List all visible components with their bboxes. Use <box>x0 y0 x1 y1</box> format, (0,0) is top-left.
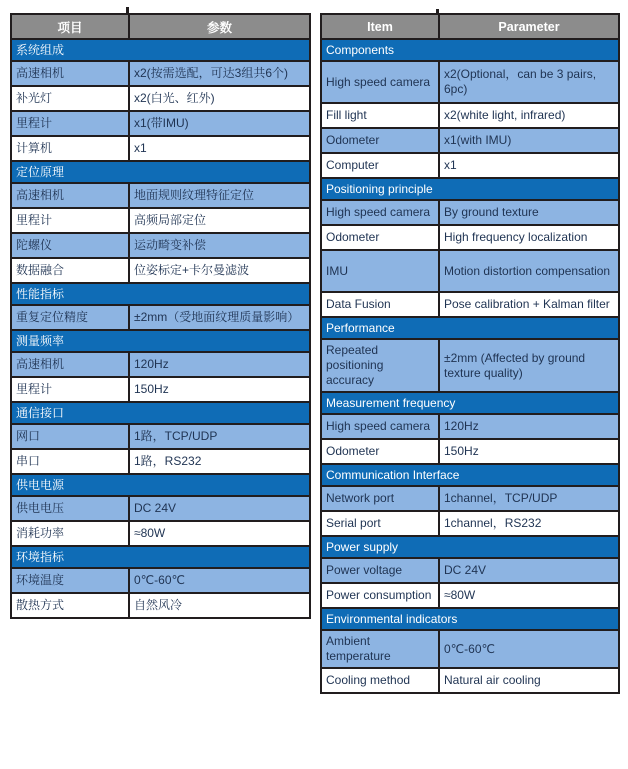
item-cell: 高速相机 <box>11 352 129 377</box>
item-cell: 陀螺仪 <box>11 233 129 258</box>
spec-row <box>321 486 619 511</box>
item-cell: Ambient temperature <box>321 630 439 668</box>
item-cell: Power consumption <box>321 583 439 608</box>
chinese-spec-table <box>10 13 311 619</box>
item-cell: 补光灯 <box>11 86 129 111</box>
spec-row <box>321 511 619 536</box>
item-cell: 里程计 <box>11 111 129 136</box>
param-cell: DC 24V <box>439 558 619 583</box>
param-cell: x2(white light, infrared) <box>439 103 619 128</box>
item-cell: 供电电压 <box>11 496 129 521</box>
item-cell: 串口 <box>11 449 129 474</box>
param-cell: By ground texture <box>439 200 619 225</box>
item-cell: Odometer <box>321 225 439 250</box>
spec-row <box>11 568 310 593</box>
spec-row <box>11 593 310 618</box>
param-cell: 0℃-60℃ <box>439 630 619 668</box>
item-cell: Serial port <box>321 511 439 536</box>
item-cell: 高速相机 <box>11 183 129 208</box>
spec-row <box>11 352 310 377</box>
section-label: 测量频率 <box>11 330 310 352</box>
item-cell: 网口 <box>11 424 129 449</box>
item-cell: Network port <box>321 486 439 511</box>
param-cell: Pose calibration + Kalman filter <box>439 292 619 317</box>
param-cell: x2(Optional，can be 3 pairs, 6pc) <box>439 61 619 103</box>
section-row <box>321 464 619 486</box>
item-cell: 散热方式 <box>11 593 129 618</box>
param-cell: 自然风冷 <box>129 593 310 618</box>
section-row <box>321 39 619 61</box>
param-cell: 1路，TCP/UDP <box>129 424 310 449</box>
param-cell: High frequency localization <box>439 225 619 250</box>
param-cell: DC 24V <box>129 496 310 521</box>
param-cell: 1路，RS232 <box>129 449 310 474</box>
item-cell: Computer <box>321 153 439 178</box>
section-row <box>321 608 619 630</box>
item-cell: Fill light <box>321 103 439 128</box>
section-label: Environmental indicators <box>321 608 619 630</box>
spec-row <box>321 153 619 178</box>
section-label: Measurement frequency <box>321 392 619 414</box>
spec-row <box>321 439 619 464</box>
spec-row <box>321 668 619 693</box>
spec-row <box>11 233 310 258</box>
item-cell: 里程计 <box>11 208 129 233</box>
section-label: Components <box>321 39 619 61</box>
spec-row <box>321 128 619 153</box>
spec-row <box>11 208 310 233</box>
english-spec-table <box>320 13 620 694</box>
spec-row <box>321 250 619 292</box>
item-cell: High speed camera <box>321 61 439 103</box>
spec-row <box>11 258 310 283</box>
section-label: Communication Interface <box>321 464 619 486</box>
param-cell: x1 <box>129 136 310 161</box>
item-cell: 高速相机 <box>11 61 129 86</box>
item-cell: Odometer <box>321 439 439 464</box>
section-row <box>321 392 619 414</box>
item-cell: 消耗功率 <box>11 521 129 546</box>
param-cell: Motion distortion compensation <box>439 250 619 292</box>
param-cell: 1channel，RS232 <box>439 511 619 536</box>
spec-row <box>321 200 619 225</box>
item-cell: 数据融合 <box>11 258 129 283</box>
param-cell: x2(按需选配，可达3组共6个) <box>129 61 310 86</box>
spec-row <box>11 377 310 402</box>
param-cell: x1(带IMU) <box>129 111 310 136</box>
parameter-column-header: 参数 <box>129 14 310 39</box>
spec-row <box>321 225 619 250</box>
spec-row <box>321 558 619 583</box>
param-cell: 0℃-60℃ <box>129 568 310 593</box>
item-column-header: Item <box>321 14 439 39</box>
item-cell: 重复定位精度 <box>11 305 129 330</box>
spec-row <box>321 339 619 392</box>
section-label: 供电电源 <box>11 474 310 496</box>
item-cell: Odometer <box>321 128 439 153</box>
spec-row <box>321 292 619 317</box>
param-cell: 120Hz <box>129 352 310 377</box>
section-label: Power supply <box>321 536 619 558</box>
section-label: 环境指标 <box>11 546 310 568</box>
spec-row <box>321 103 619 128</box>
spec-row <box>11 183 310 208</box>
section-row <box>11 161 310 183</box>
param-cell: 150Hz <box>439 439 619 464</box>
param-cell: 位姿标定+卡尔曼滤波 <box>129 258 310 283</box>
section-label: Performance <box>321 317 619 339</box>
item-column-header: 项目 <box>11 14 129 39</box>
section-label: Positioning principle <box>321 178 619 200</box>
section-row <box>11 546 310 568</box>
item-cell: High speed camera <box>321 200 439 225</box>
spec-row <box>11 111 310 136</box>
header-row <box>321 14 619 39</box>
spec-row <box>11 424 310 449</box>
section-label: 通信接口 <box>11 402 310 424</box>
spec-row <box>321 630 619 668</box>
spec-row <box>321 414 619 439</box>
param-cell: 1channel，TCP/UDP <box>439 486 619 511</box>
section-row <box>321 178 619 200</box>
param-cell: x1 <box>439 153 619 178</box>
spec-row <box>321 61 619 103</box>
spec-row <box>11 61 310 86</box>
parameter-column-header: Parameter <box>439 14 619 39</box>
header-row <box>11 14 310 39</box>
section-row <box>11 283 310 305</box>
item-cell: 计算机 <box>11 136 129 161</box>
param-cell: 地面规则纹理特征定位 <box>129 183 310 208</box>
item-cell: 里程计 <box>11 377 129 402</box>
spec-row <box>11 449 310 474</box>
spec-row <box>11 521 310 546</box>
param-cell: ±2mm (Affected by ground texture quality) <box>439 339 619 392</box>
section-label: 系统组成 <box>11 39 310 61</box>
section-label: 定位原理 <box>11 161 310 183</box>
section-row <box>11 330 310 352</box>
param-cell: Natural air cooling <box>439 668 619 693</box>
param-cell: x2(白光、红外) <box>129 86 310 111</box>
param-cell: 150Hz <box>129 377 310 402</box>
param-cell: 运动畸变补偿 <box>129 233 310 258</box>
item-cell: Data Fusion <box>321 292 439 317</box>
section-row <box>11 402 310 424</box>
param-cell: ±2mm（受地面纹理质量影响） <box>129 305 310 330</box>
section-row <box>321 536 619 558</box>
param-cell: x1(with IMU) <box>439 128 619 153</box>
item-cell: IMU <box>321 250 439 292</box>
spec-row <box>11 496 310 521</box>
item-cell: Cooling method <box>321 668 439 693</box>
section-row <box>321 317 619 339</box>
item-cell: Power voltage <box>321 558 439 583</box>
section-row <box>11 39 310 61</box>
param-cell: 高频局部定位 <box>129 208 310 233</box>
item-cell: 环境温度 <box>11 568 129 593</box>
item-cell: High speed camera <box>321 414 439 439</box>
param-cell: ≈80W <box>129 521 310 546</box>
section-row <box>11 474 310 496</box>
section-label: 性能指标 <box>11 283 310 305</box>
param-cell: ≈80W <box>439 583 619 608</box>
spec-row <box>11 305 310 330</box>
item-cell: Repeated positioning accuracy <box>321 339 439 392</box>
spec-row <box>11 136 310 161</box>
param-cell: 120Hz <box>439 414 619 439</box>
spec-row <box>321 583 619 608</box>
spec-row <box>11 86 310 111</box>
